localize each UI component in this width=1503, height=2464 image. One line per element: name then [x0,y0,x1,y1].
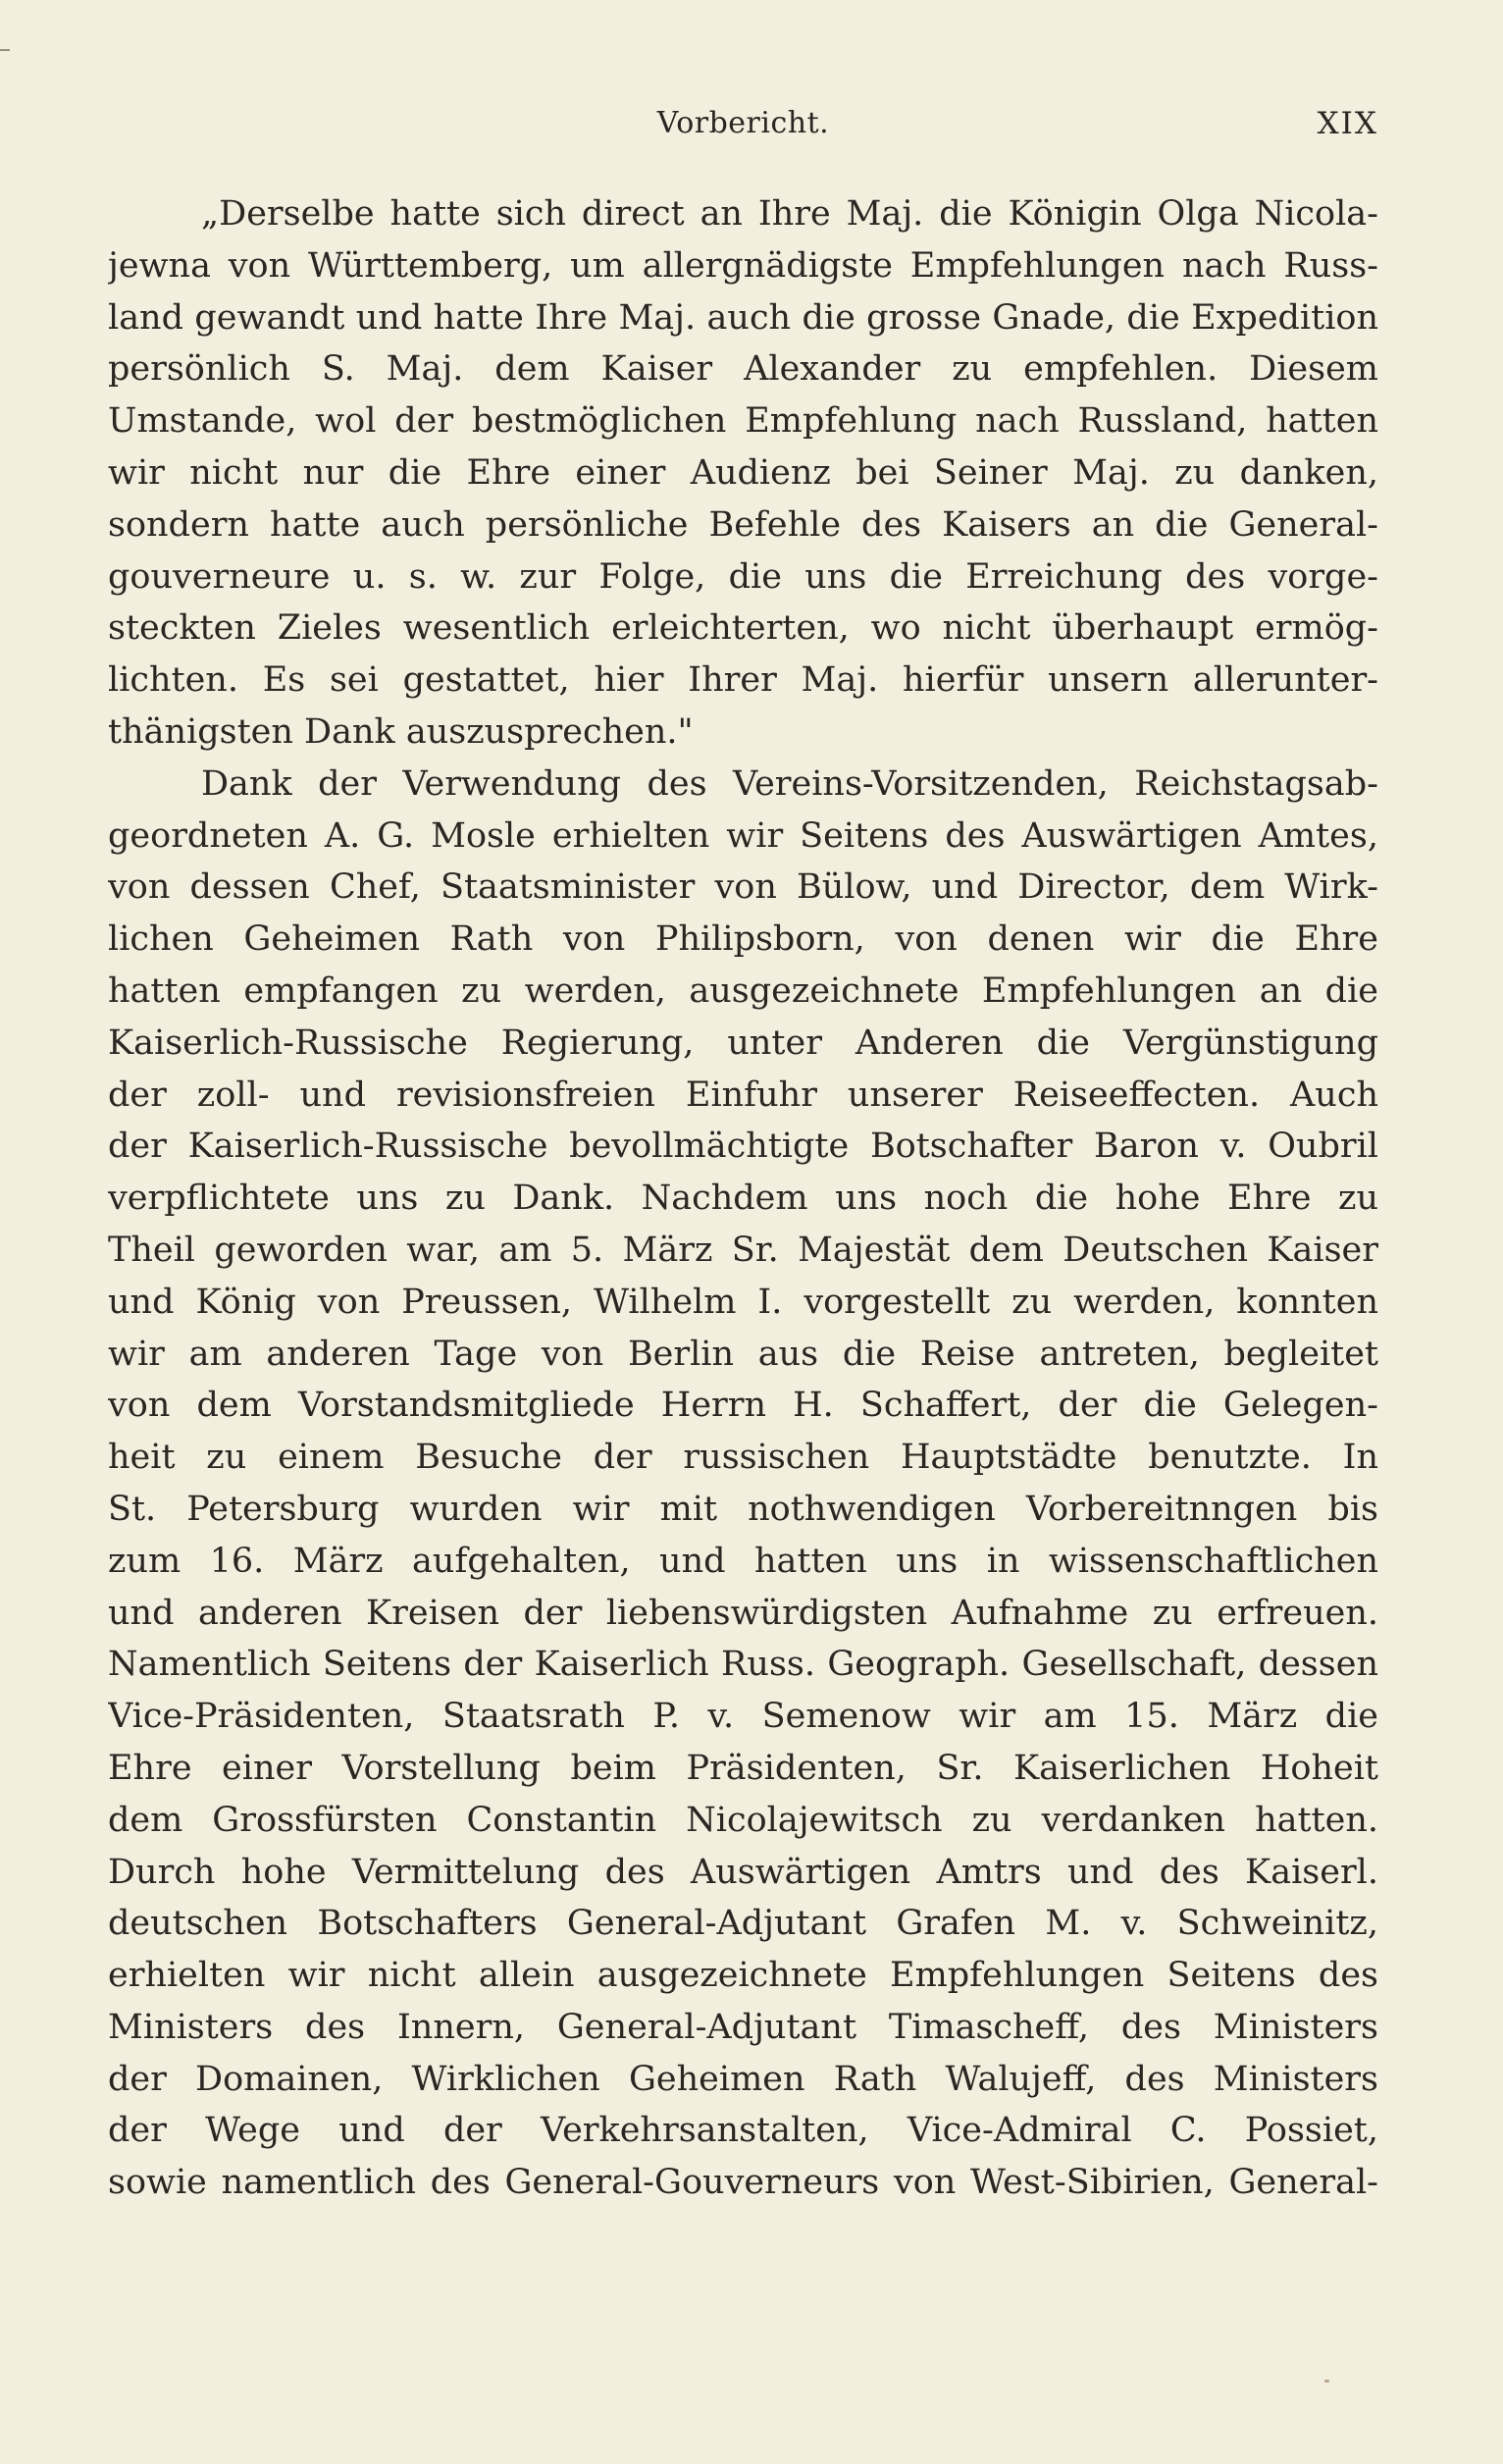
text-line: jewna von Württemberg, um allergnädigste Empfehlungen nach Russ- [108,245,1378,286]
text-line: hatten empfangen zu werden, ausgezeichnete Empfehlungen an die [108,970,1378,1011]
text-line: der zoll- und revisionsfreien Einfuhr unserer Reiseeffecten. Auch [108,1075,1378,1115]
text-line: von dem Vorstandsmitgliede Herrn H. Schaffert, der die Gelegen- [108,1386,1378,1426]
page-number: XIX [1317,106,1378,141]
edge-mark [0,49,10,51]
text-line: Durch hohe Vermittelung des Auswärtigen Amtrs und des Kaiserl. [108,1852,1378,1892]
text-line: von dessen Chef, Staatsminister von Bülow, und Director, dem Wirk- [108,867,1378,908]
text-line: erhielten wir nicht allein ausgezeichnete Empfehlungen Seitens des [108,1956,1378,1996]
text-line: sondern hatte auch persönliche Befehle des Kaisers an die General- [108,504,1378,545]
text-line: der Domainen, Wirklichen Geheimen Rath Walujeff, des Ministers [108,2059,1378,2099]
text-line: wir nicht nur die Ehre einer Audienz bei Seiner Maj. zu danken, [108,452,1378,493]
text-line: und König von Preussen, Wilhelm I. vorgestellt zu werden, konnten [108,1282,1378,1322]
text-line: Theil geworden war, am 5. März Sr. Majestät dem Deutschen Kaiser [108,1230,1378,1270]
text-line: der Kaiserlich-Russische bevollmächtigte Botschafter Baron v. Oubril [108,1127,1378,1167]
text-line: „Derselbe hatte sich direct an Ihre Maj. die Königin Olga Nicola- [201,194,1378,234]
text-line: Umstande, wol der bestmöglichen Empfehlung nach Russland, hatten [108,401,1378,442]
text-line: zum 16. März aufgehalten, und hatten uns in wissenschaftlichen [108,1541,1378,1581]
text-line: deutschen Botschafters General-Adjutant Grafen M. v. Schweinitz, [108,1904,1378,1944]
running-head [108,106,1378,145]
text-line: steckten Zieles wesentlich erleichterten, wo nicht überhaupt ermög- [108,608,1378,649]
text-line: geordneten A. G. Mosle erhielten wir Seitens des Auswärtigen Amtes, [108,815,1378,856]
text-line: der Wege und der Verkehrsanstalten, Vice-Admiral C. Possiet, [108,2111,1378,2151]
running-head-title: Vorbericht. [656,106,830,140]
text-line: verpflichtete uns zu Dank. Nachdem uns noch die hohe Ehre zu [108,1179,1378,1219]
text-line: lichten. Es sei gestattet, hier Ihrer Maj. hierfür unsern allerunter- [108,660,1378,701]
text-line: Ministers des Innern, General-Adjutant Timascheff, des Ministers [108,2007,1378,2047]
text-line: und anderen Kreisen der liebenswürdigsten Aufnahme zu erfreuen. [108,1593,1378,1633]
text-line: Ehre einer Vorstellung beim Präsidenten, Sr. Kaiserlichen Hoheit [108,1748,1378,1788]
text-line: Vice-Präsidenten, Staatsrath P. v. Semenow wir am 15. März die [108,1697,1378,1737]
text-line: lichen Geheimen Rath von Philipsborn, von denen wir die Ehre [108,919,1378,960]
text-line: land gewandt und hatte Ihre Maj. auch die grosse Gnade, die Expedition [108,297,1378,338]
text-line: Kaiserlich-Russische Regierung, unter Anderen die Vergünstigung [108,1022,1378,1063]
text-line: wir am anderen Tage von Berlin aus die Reise antreten, begleitet [108,1334,1378,1374]
text-line: St. Petersburg wurden wir mit nothwendigen Vorbereitnngen bis [108,1489,1378,1529]
body-text [108,188,1378,2209]
text-line: persönlich S. Maj. dem Kaiser Alexander zu empfehlen. Diesem [108,349,1378,390]
text-line: heit zu einem Besuche der russischen Hauptstädte benutzte. In [108,1438,1378,1478]
text-line: Namentlich Seitens der Kaiserlich Russ. Geograph. Gesellschaft, dessen [108,1645,1378,1685]
text-line: sowie namentlich des General-Gouverneurs von West-Sibirien, General- [108,2163,1378,2203]
text-line: Dank der Verwendung des Vereins-Vorsitzenden, Reichstagsab- [201,763,1378,804]
text-line: dem Grossfürsten Constantin Nicolajewitsch zu verdanken hatten. [108,1800,1378,1840]
text-line: gouverneure u. s. w. zur Folge, die uns die Erreichung des vorge- [108,556,1378,597]
paper-fleck [1324,2380,1329,2383]
text-line: thänigsten Dank auszusprechen." [108,711,694,752]
